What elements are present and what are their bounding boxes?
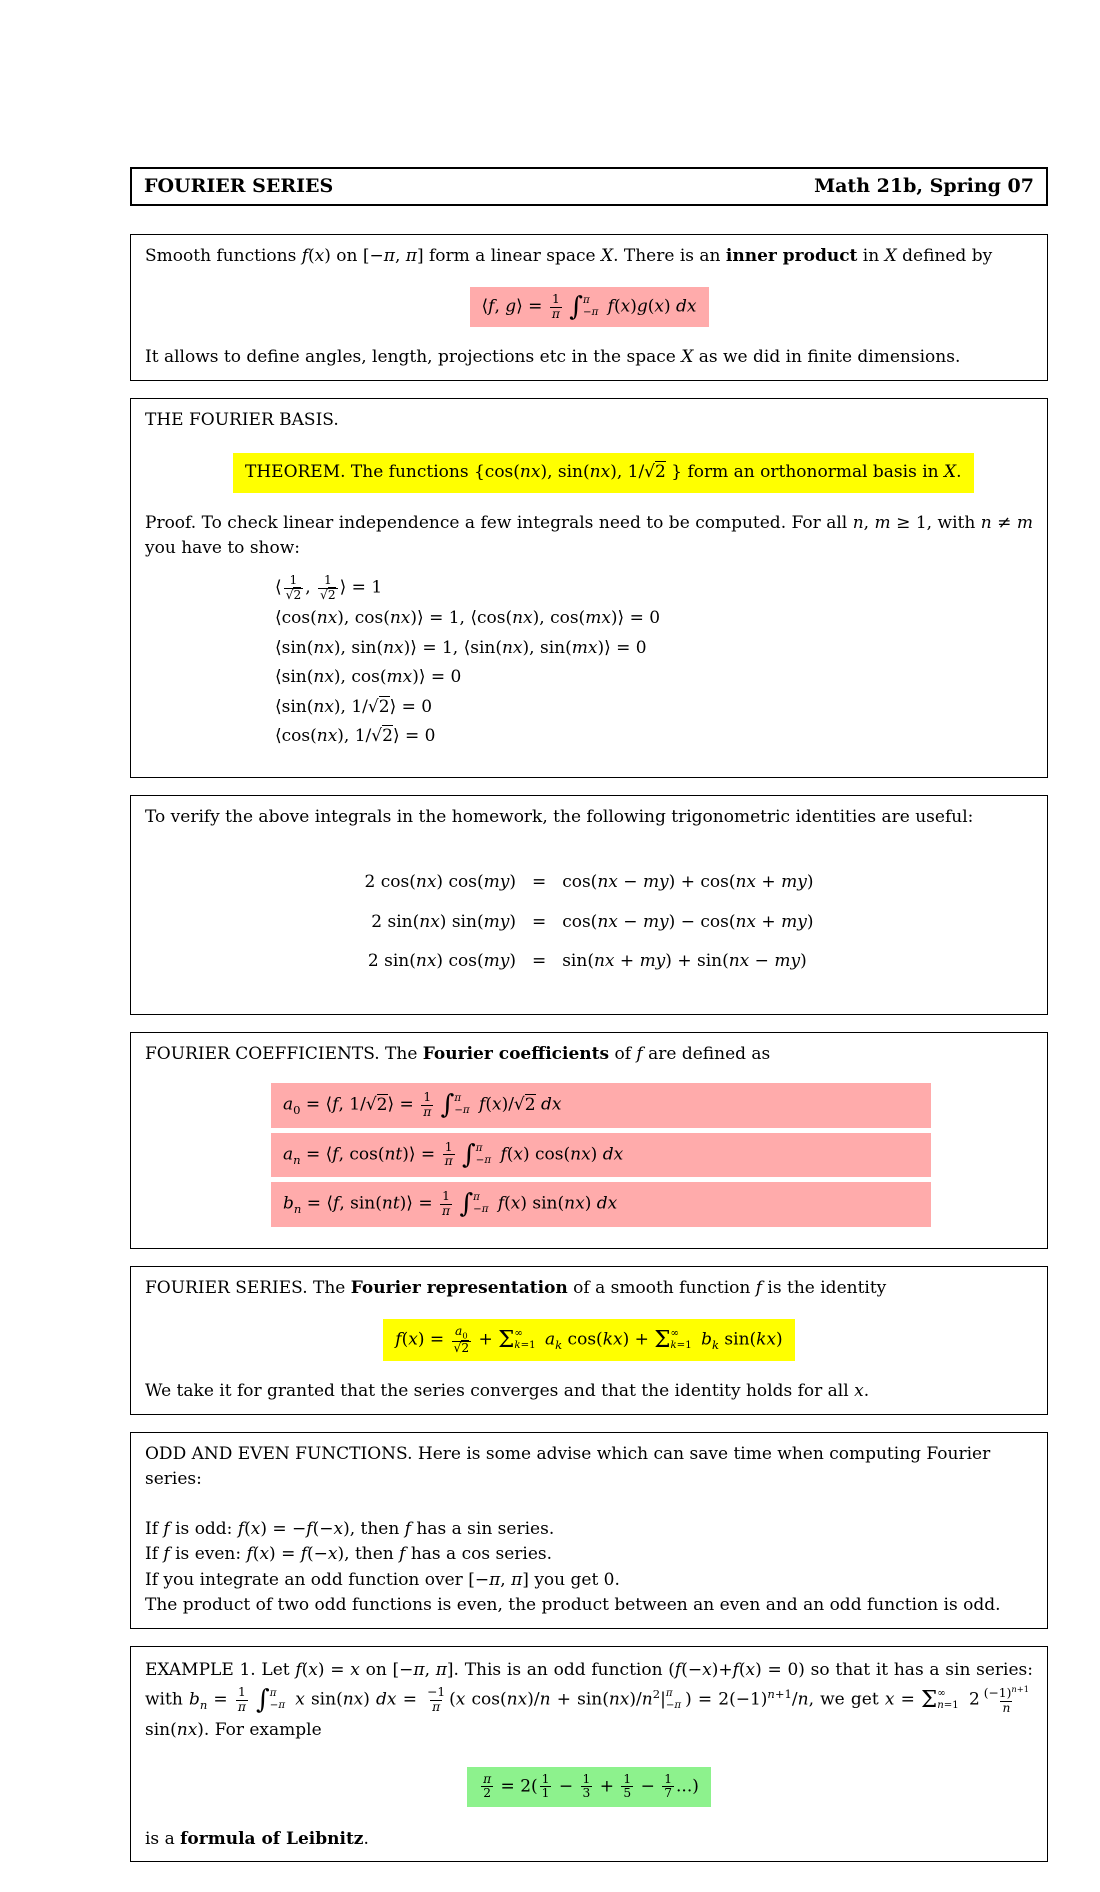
fourier-basis-heading: THE FOURIER BASIS.	[145, 409, 339, 430]
section-trig-identities	[130, 795, 1048, 1015]
inner-product-note: It allows to define angles, length, projections etc in the space X as we did in finite dimensions.	[145, 347, 961, 368]
series-formula-row	[145, 1319, 1033, 1361]
proof-intro: Proof. To check linear independence a few integrals need to be computed. For all n, m ≥ 1, with n ≠ m you have to show:	[145, 512, 1033, 559]
equals-sign: =	[531, 951, 547, 972]
section-odd-even	[130, 1432, 1048, 1629]
identity-rhs: cos(nx − my) + cos(nx + my)	[562, 872, 814, 893]
series-note: We take it for granted that the series converges and that the identity holds for all x.	[145, 1381, 870, 1402]
leibniz-formula-row	[145, 1767, 1033, 1807]
equation-line: ⟨sin(nx), cos(mx)⟩ = 0	[275, 667, 462, 688]
theorem-row	[233, 453, 1033, 493]
even-rule: If f is even: f(x) = f(−x), then f has a cos series.	[145, 1544, 553, 1565]
identity-lhs: 2 cos(nx) cos(my)	[364, 872, 516, 893]
trig-identities-table	[145, 870, 1033, 975]
coefficient-a0-formula: $a_0$ = ⟨f, 1/√2⟩ = $\frac{1}{\pi}$ ∫ π −π f(x)/√2 dx	[271, 1083, 931, 1127]
equation-line: ⟨cos(nx), 1/√2⟩ = 0	[275, 726, 436, 747]
product-rule: The product of two odd functions is even, the product between an even and an odd function is odd.	[145, 1595, 1001, 1616]
odd-even-heading: ODD AND EVEN FUNCTIONS. Here is some advise which can save time when computing Fourier series:	[145, 1443, 991, 1490]
equals-sign: =	[531, 911, 547, 932]
integral-rule: If you integrate an odd function over [−π, π] you get 0.	[145, 1569, 620, 1590]
leibniz-caption: is a formula of Leibnitz.	[145, 1828, 369, 1849]
identity-rhs: cos(nx − my) − cos(nx + my)	[562, 911, 814, 932]
odd-rule: If f is odd: f(x) = −f(−x), then f has a sin series.	[145, 1518, 555, 1539]
theorem-statement: THEOREM. The functions {cos(nx), sin(nx), 1/√2 } form an orthonormal basis in X.	[233, 453, 974, 493]
inner-product-formula-row	[145, 287, 1033, 327]
section-example-1	[130, 1646, 1048, 1862]
trig-intro: To verify the above integrals in the homework, the following trigonometric identities are useful:	[145, 806, 974, 827]
coefficient-an-formula: $a_n$ = ⟨f, cos(nt)⟩ = $\frac{1}{\pi}$ ∫ π −π f(x) cos(nx) dx	[271, 1133, 931, 1177]
coefficients-heading: FOURIER COEFFICIENTS. The Fourier coefficients of f are defined as	[145, 1043, 771, 1064]
equals-sign: =	[531, 872, 547, 893]
header-bar	[130, 167, 1048, 206]
section-fourier-series	[130, 1266, 1048, 1415]
doc-title: FOURIER SERIES	[144, 175, 334, 197]
inner-product-intro: Smooth functions f(x) on [−π, π] form a linear space X. There is an inner product in X defined by	[145, 245, 993, 266]
course-label: Math 21b, Spring 07	[814, 175, 1034, 197]
equation-line: ⟨sin(nx), 1/√2⟩ = 0	[275, 696, 433, 717]
identity-rhs: sin(nx + my) + sin(nx − my)	[562, 951, 807, 972]
identity-lhs: 2 sin(nx) sin(my)	[371, 911, 516, 932]
equation-line: ⟨sin(nx), sin(nx)⟩ = 1, ⟨sin(nx), sin(mx)⟩ = 0	[275, 637, 647, 658]
section-fourier-basis	[130, 398, 1048, 778]
series-heading: FOURIER SERIES. The Fourier representation of a smooth function f is the identity	[145, 1277, 887, 1298]
fourier-series-formula: f(x) = $\frac{a_0}{√2}$ + Σ ∞ k=1 $a_k$ cos(kx) + Σ ∞ k=1 $b_k$ sin(kx)	[383, 1319, 794, 1361]
equation-line: ⟨cos(nx), cos(nx)⟩ = 1, ⟨cos(nx), cos(mx)⟩ = 0	[275, 608, 661, 629]
section-fourier-coefficients	[130, 1032, 1048, 1249]
leibniz-formula: $\frac{\pi}{2}$ = 2( $\frac{1}{1}$ − $\frac{1}{3}$ + $\frac{1}{5}$ − $\frac{1}{7}$ ...)	[467, 1767, 711, 1807]
example-text: EXAMPLE 1. Let f(x) = x on [−π, π]. This is an odd function (f(−x)+f(x) = 0) so that it has a sin series: with $b_n$ = $\frac{1}{\pi}$ ∫ π −π x sin(nx) dx = $\frac{-1}{\pi}$ (x $\cos(nx)/n + \sin(nx)/n^2|$ π −π ) = $2(-1)^{n+1}/n$, we get x = Σ ∞ n=1 2 $\frac{(-1)^{n+1}}{n}$ sin(nx). For example	[145, 1659, 1033, 1740]
coefficient-bn-formula: $b_n$ = ⟨f, sin(nt)⟩ = $\frac{1}{\pi}$ ∫ π −π f(x) sin(nx) dx	[271, 1182, 931, 1226]
section-inner-product	[130, 234, 1048, 381]
equation-line: ⟨ $\frac{1}{√2}$ , $\frac{1}{√2}$ ⟩ = 1	[275, 572, 383, 602]
inner-product-formula: ⟨f, g⟩ = $\frac{1}{\pi}$ ∫ π −π f(x)g(x) dx	[470, 287, 709, 327]
orthonormality-equations	[275, 574, 1033, 750]
identity-lhs: 2 sin(nx) cos(my)	[367, 951, 516, 972]
